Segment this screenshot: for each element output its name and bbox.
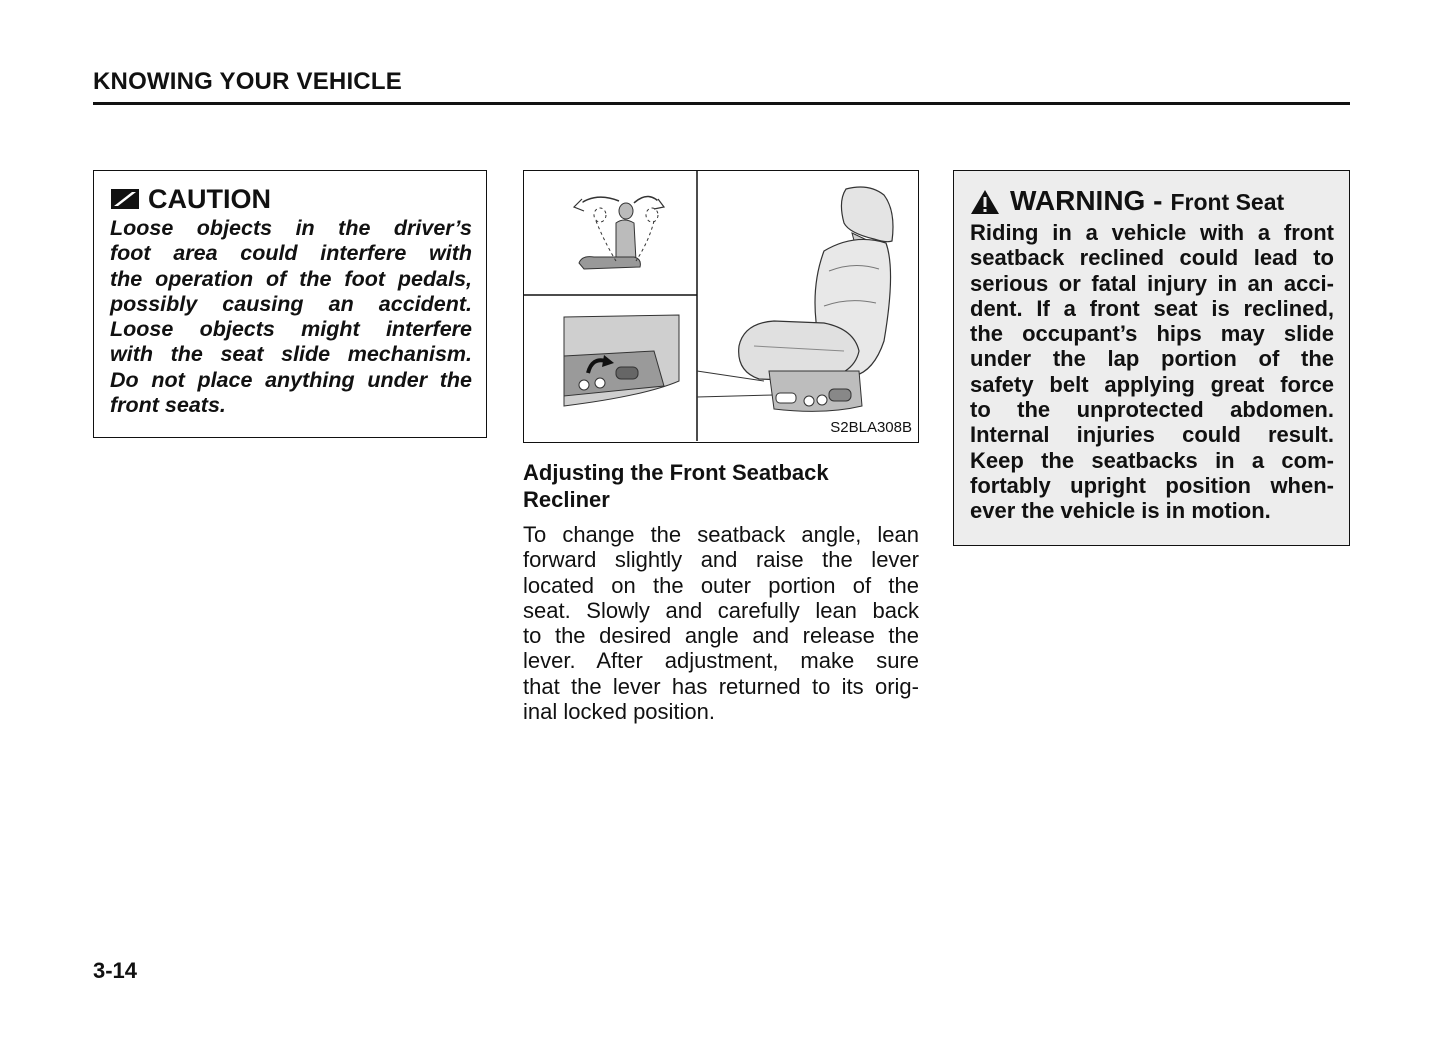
body-line: seat. Slowly and carefully lean back [523, 597, 919, 623]
body-line: located on the outer portion of the [523, 572, 919, 598]
caution-heading [110, 183, 472, 215]
caution-line: Loose objects might interfere [110, 317, 472, 342]
warning-line: under the lap portion of the [970, 346, 1334, 372]
section-title-line: Recliner [523, 487, 610, 512]
caution-line: Do not place anything under the [110, 367, 472, 392]
warning-line: serious or fatal injury in an acci- [970, 270, 1334, 296]
caution-title: CAUTION [148, 183, 271, 214]
warning-line: Internal injuries could result. [970, 422, 1334, 448]
lever-closeup-icon [564, 315, 679, 406]
warning-line: seatback reclined could lead to [970, 245, 1334, 271]
warning-line: Riding in a vehicle with a front [970, 220, 1334, 245]
warning-line: fortably upright position when- [970, 472, 1334, 498]
warning-text [970, 220, 1334, 524]
warning-box [953, 170, 1350, 546]
body-line: inal locked position. [523, 699, 716, 725]
warning-subtitle: Front Seat [1170, 189, 1285, 215]
caution-text [110, 216, 472, 418]
caution-line: with the seat slide mechanism. [110, 342, 472, 367]
warning-heading [970, 185, 1334, 219]
caution-line: front seats. [110, 393, 226, 418]
warning-line: to the unprotected abdomen. [970, 397, 1334, 423]
body-line: lever. After adjustment, make sure [523, 648, 919, 674]
caution-icon [110, 188, 140, 210]
page-number: 3-14 [93, 958, 138, 983]
body-line: to the desired angle and release the [523, 623, 919, 649]
seat-recliner-figure [523, 170, 919, 443]
warning-line: ever the vehicle is in motion. [970, 498, 1271, 524]
warning-line: safety belt applying great force [970, 371, 1334, 397]
caution-box [93, 170, 487, 438]
caution-line: Loose objects in the driver’s [110, 216, 472, 240]
section-title-line: Adjusting the Front Seatback [523, 460, 829, 485]
body-line: forward slightly and raise the lever [523, 547, 919, 573]
warning-triangle-icon [970, 189, 1000, 215]
warning-line: Keep the seatbacks in a com- [970, 447, 1334, 473]
header-divider [93, 102, 1350, 105]
body-line: that the lever has returned to its orig- [523, 673, 919, 699]
caution-line: foot area could interfere with [110, 241, 472, 266]
warning-line: dent. If a front seat is reclined, [970, 295, 1334, 321]
warning-line: the occupant’s hips may slide [970, 321, 1334, 347]
figure-code: S2BLA308B [830, 419, 912, 436]
section-body [523, 522, 919, 724]
caution-line: possibly causing an accident. [110, 291, 472, 316]
body-line: To change the seatback angle, lean [523, 522, 919, 547]
section-title [523, 459, 919, 513]
recline-diagram-icon [574, 196, 664, 269]
warning-title: WARNING - [1010, 185, 1163, 216]
front-seat-icon [739, 187, 893, 411]
seat-illustration [524, 171, 917, 441]
section-header-title: KNOWING YOUR VEHICLE [93, 68, 402, 95]
caution-line: the operation of the foot pedals, [110, 266, 472, 291]
